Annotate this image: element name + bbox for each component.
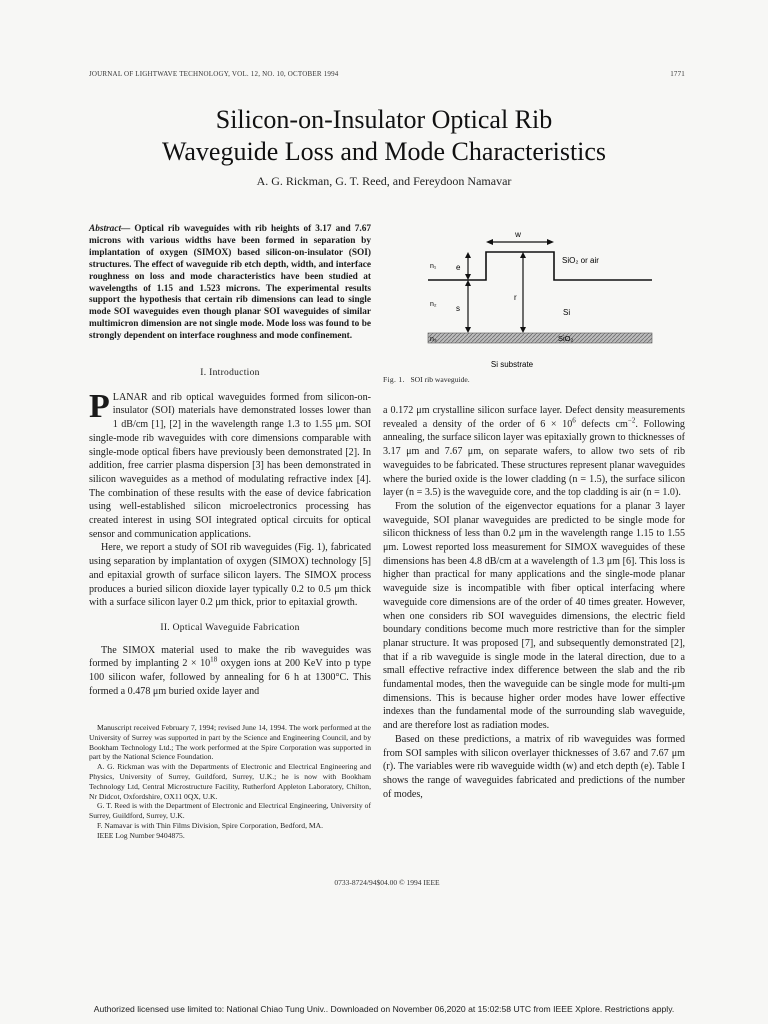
page-number: 1771: [670, 70, 685, 78]
buried-oxide-layer: [428, 333, 652, 343]
section-heading-introduction: I. Introduction: [200, 368, 260, 378]
title-line-2: Waveguide Loss and Mode Characteristics: [161, 137, 607, 166]
running-head: [89, 70, 685, 78]
abstract: [89, 224, 371, 343]
label-sio2-or-air: SiO₂ or air: [562, 256, 599, 265]
intro-paragraph-1: LANAR and rib optical waveguides formed from silicon-on-insulator (SOI) materials have demonstrated losses lower than 1 dB/cm [1], [2] in the wavelength range 1.3 to 1.55 μm. SOI single-mode rib waveguides with core dimensions comparable with single-mode optical fibers have previously been demonstrated [2]. In addition, free carrier plasma dispersion [3] has been demonstrated in silicon waveguides as a method of modulating refractive index [4]. The combination of these results with the ease of device fabrication using well-established silicon microelectronics processing has created interest in using SOI integrated optical circuits for optical sensor and communication applications.: [89, 391, 371, 540]
figure-caption: Fig. 1. SOI rib waveguide.: [383, 375, 470, 384]
right-paragraph-2: From the solution of the eigenvector equations for a planar 3 layer waveguide, SOI planar waveguides are predicted to be single mode for silicon thickness of less than 0.2 μm in the wavelength range 1.15 to 1.55 μm. Lowest reported loss measurement for SIMOX waveguides of these dimensions has been 4.8 dB/cm at a wavelength of 1.3 μm [6]. This loss is higher than practical for many applications and the single-mode planar waveguide size is incompatible with fiber optical interfacing where waveguide core dimensions are of the order of 40 times greater. However, when one considers rib SOI waveguides dimensions, the electric field boundary conditions become much more restrictive than for the simpler planar structure. It was proposed [7], and subsequently demonstrated [2], that if a rib waveguide is single mode in the lateral direction, due to a small effective refractive index difference between the slab and the rib fundamental modes, then the waveguide can be single mode for multi-μm dimensions. This is because higher order modes have lower effective indexes than the fundamental mode of the surrounding slab waveguide, and are therefore lost as radiation modes.: [383, 500, 685, 732]
right-column: [383, 404, 685, 801]
label-sio2: SiO₂: [558, 334, 574, 343]
label-e: e: [456, 263, 461, 272]
abstract-text: Optical rib waveguides with rib heights of 3.17 and 7.67 microns with various widths have been formed in separation by implantation of oxygen (SIMOX) based silicon-on-insulator (SOI) structures. The effect of waveguide rib etch depth, width, and interface roughness on loss and mode characteristics have been studied at wavelengths of 1.15 and 1.523 microns. The experimental results support the hypothesis that certain rib dimensions can lead to single mode SOI waveguides even though planar SOI waveguides of similar multimicron dimension are not single mode. Mode loss was found to be strongly dependent on interface roughness and mode confinement.: [89, 224, 371, 342]
label-r: r: [514, 293, 517, 302]
footnote-namavar: F. Namavar is with Thin Films Division, Spire Corporation, Bedford, MA.: [97, 820, 323, 830]
footnote-reed: G. T. Reed is with the Department of Electronic and Electrical Engineering, University of Surrey, Guildford, Surrey, U.K.: [89, 801, 371, 821]
label-si-substrate: Si substrate: [490, 360, 534, 369]
section-heading-fabrication: II. Optical Waveguide Fabrication: [160, 622, 300, 633]
rib-outline: [428, 252, 652, 280]
drop-cap: P: [89, 387, 110, 425]
title-line-1: Silicon-on-Insulator Optical Rib: [215, 105, 553, 134]
journal-name: JOURNAL OF LIGHTWAVE TECHNOLOGY, VOL. 12, NO. 10, OCTOBER 1994: [89, 70, 339, 78]
label-s: s: [456, 304, 460, 313]
abstract-lead: Abstract—: [89, 224, 131, 234]
paper-title: [60, 104, 708, 168]
footnotes: [89, 723, 371, 841]
label-n1: n₁: [430, 263, 437, 270]
footnote-ieee-log: IEEE Log Number 9404875.: [97, 830, 185, 840]
right-paragraph-1: a 0.172 μm crystalline silicon surface layer. Defect density measurements revealed a density of the order of $6 \times 10^6$ defects $cm^{-2}$. Following annealing, the surface silicon layer was epitaxially grown to thicknesses of 3.17 μm and 7.67 μm, on separate wafers, to allow two sets of rib waveguides to be fabricated. These structures represent planar waveguides where the buried oxide is the lower cladding (n = 1.5), the surface silicon layer (n = 3.5) is the waveguide core, and the top cladding is air (n = 1.0).: [383, 405, 685, 499]
label-w: w: [515, 230, 521, 239]
label-si: Si: [563, 308, 571, 317]
intro-paragraph-2: Here, we report a study of SOI rib waveguides (Fig. 1), fabricated using separation by implantation of oxygen (SIMOX) technology [5] and epitaxial growth of surface silicon layers. The SIMOX process produces a buried silicon dioxide layer typically 0.2 to 0.5 μm thick with a surface silicon layer 0.2 μm thick, prior to epitaxial growth.: [89, 542, 371, 609]
label-n2: n₂: [430, 301, 437, 308]
footnote-manuscript: Manuscript received February 7, 1994; revised June 14, 1994. The work performed at the University of Surrey was supported in part by the Science and Engineering Council, and by Bookham Technology Ltd.; The work performed at the Spire Corporation was supported in part by the National Science Foundation.: [89, 723, 371, 762]
right-paragraph-3: Based on these predictions, a matrix of rib waveguides was formed from SOI samples with silicon overlayer thicknesses of 3.67 and 7.67 μm (r). The variables were rib waveguide width (w) and etch depth (e). Table I shows the range of waveguides fabricated and predictions of the number of modes,: [383, 733, 685, 800]
authors: A. G. Rickman, G. T. Reed, and Fereydoon Namavar: [256, 174, 512, 188]
label-n3: n₃: [430, 336, 437, 343]
fabrication-paragraph-1: The SIMOX material used to make the rib waveguides was formed by implanting $2 \times 10^{18}$ oxygen ions at 200 KeV into p type 100 silicon wafer, followed by annealing for 6 h at 1300°C. This formed a 0.478 μm buried oxide layer and: [89, 644, 371, 697]
footnote-rickman: A. G. Rickman was with the Departments of Electronic and Electrical Engineering and Physics, University of Surrey, Guildford, Surrey, U.K.; he is now with Bookham Technology Ltd, Central Microstructure Facility, Rutherford Appleton Laboratory, Chilton, Nr Didcot, Oxfordshire, OX11 0QX, U.K.: [89, 762, 371, 801]
section-introduction: [89, 367, 371, 698]
rib-waveguide-figure: [400, 222, 700, 382]
license-notice: Authorized licensed use limited to: National Chiao Tung Univ.. Downloaded on November 06,2020 at 15:02:58 UTC from IEEE Xplore. Restrictions apply.: [93, 1004, 675, 1014]
copyright-line: 0733-8724/94$04.00 © 1994 IEEE: [334, 878, 440, 887]
